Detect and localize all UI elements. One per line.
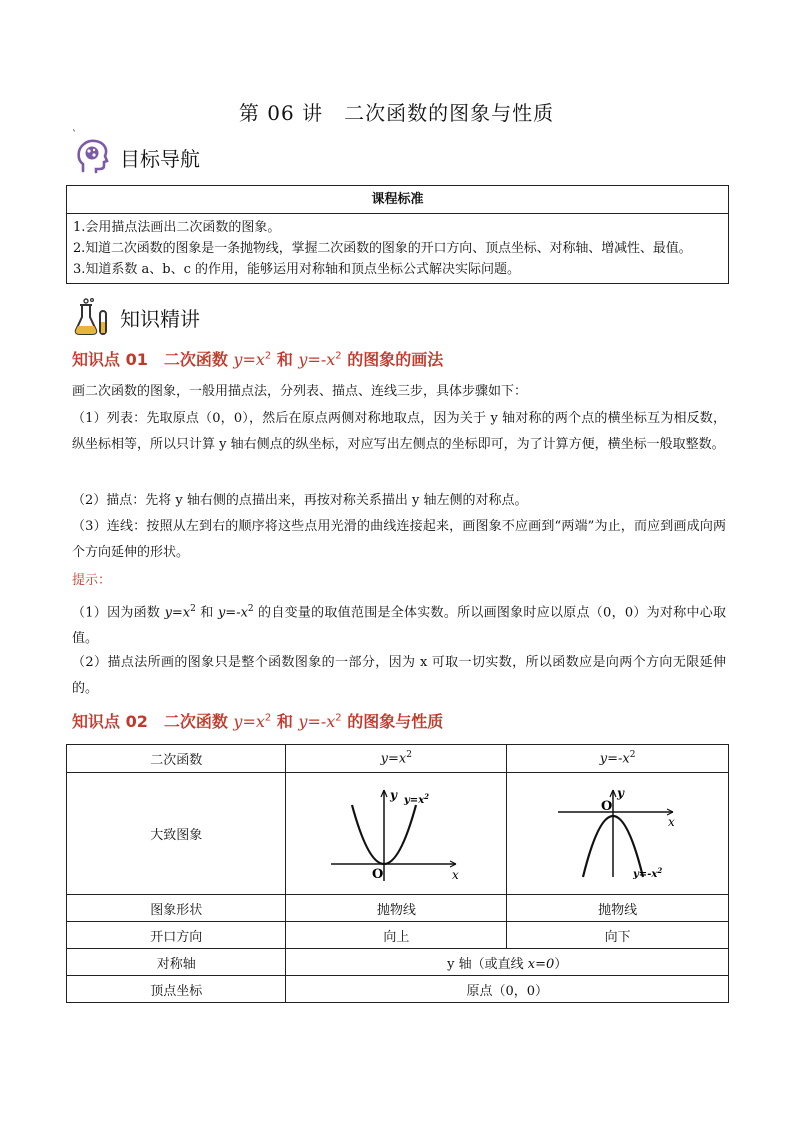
knowledge-point-2-heading: 知识点 02 二次函数 $y=x^2$ 和 $y=-x^2$ 的图象与性质 xyxy=(72,712,444,731)
table-cell: 抛物线 xyxy=(507,895,729,922)
nav-section-heading xyxy=(72,137,200,177)
table-row xyxy=(67,949,729,976)
y-axis-label: y xyxy=(390,788,398,802)
goals-header: 课程标准 xyxy=(67,186,729,214)
table-row xyxy=(67,922,729,949)
table-cell: 抛物线 xyxy=(286,895,507,922)
goal-item: 3.知道系数 a、b、c 的作用，能够运用对称轴和顶点坐标公式解决实际问题。 xyxy=(73,262,521,277)
knowledge-point-1-heading: 知识点 01 二次函数 $y=x^2$ 和 $y=-x^2$ 的图象的画法 xyxy=(72,350,444,369)
x-axis-label: x xyxy=(667,815,675,829)
table-row xyxy=(67,895,729,922)
graph-down-parabola xyxy=(548,785,688,885)
origin-label: O xyxy=(600,799,612,814)
kp1-step2: （2）描点：先将 y 轴右侧的点描出来，再按对称关系描出 y 轴左侧的对称点。 xyxy=(72,493,528,508)
kp1-tip1: （1）因为函数 $y=x^2$ 和 $y=-x^2$ 的自变量的取值范围是全体实数。所以画图象时应以原点（0，0）为对称中心取值。 xyxy=(72,604,727,647)
row-label: 顶点坐标 xyxy=(67,976,286,1003)
origin-label: O xyxy=(372,867,384,882)
stray-mark: ` xyxy=(72,130,77,141)
graph-up-parabola xyxy=(326,785,466,885)
kp1-intro: 画二次函数的图象，一般用描点法，分列表、描点、连线三步，具体步骤如下： xyxy=(72,384,528,399)
kp1-step1: （1）列表：先取原点（0，0），然后在原点两侧对称地取点，因为关于 y 轴对称的两个点的横坐标互为相反数，纵坐标相等，所以只计算 y 轴右侧点的纵坐标，对应写出左侧点的坐标即可，为了计算方便，横坐标一般取整数。 xyxy=(72,411,726,452)
table-cell: 向下 xyxy=(507,922,729,949)
function-label: $y=x^2$ xyxy=(404,792,430,806)
brain-head-icon xyxy=(72,137,112,177)
row-label: 开口方向 xyxy=(67,922,286,949)
row-label: 二次函数 xyxy=(67,745,286,773)
function-label: $y=-x^2$ xyxy=(632,866,662,880)
row-label: 图象形状 xyxy=(67,895,286,922)
table-row xyxy=(67,745,729,773)
table-cell: 原点（0，0） xyxy=(286,976,729,1003)
graph-cell xyxy=(286,773,507,895)
x-axis-label: x xyxy=(452,868,460,882)
kp1-step3: （3）连线：按照从左到右的顺序将这些点用光滑的曲线连接起来，画图象不应画到“两端”为止，而应到画成向两个方向延伸的形状。 xyxy=(72,519,726,560)
table-cell: 向上 xyxy=(286,922,507,949)
comparison-table xyxy=(66,744,729,1003)
graph-cell xyxy=(507,773,729,895)
row-label: 对称轴 xyxy=(67,949,286,976)
table-row xyxy=(67,773,729,895)
header-cell: $y=-x^2$ xyxy=(507,745,729,773)
flask-icon xyxy=(72,297,112,337)
goal-item: 1.会用描点法画出二次函数的图象。 xyxy=(73,220,281,235)
table-cell: y 轴（或直线 x=0） xyxy=(286,949,729,976)
goals-table xyxy=(66,185,729,284)
kp1-tip2: （2）描点法所画的图象只是整个函数图象的一部分，因为 x 可取一切实数，所以函数应是向两个方向无限延伸的。 xyxy=(72,655,726,696)
goals-items xyxy=(67,214,729,284)
row-label: 大致图象 xyxy=(67,773,286,895)
header-cell: $y=x^2$ xyxy=(286,745,507,773)
goal-item: 2.知道二次函数的图象是一条抛物线，掌握二次函数的图象的开口方向、顶点坐标、对称轴、增减性、最值。 xyxy=(73,241,692,256)
tip-label: 提示： xyxy=(72,573,112,588)
knowledge-label: 知识精讲 xyxy=(120,306,200,331)
nav-label: 目标导航 xyxy=(120,146,200,171)
knowledge-section-heading xyxy=(72,297,200,337)
page-title: 第 06 讲 二次函数的图象与性质 xyxy=(238,101,555,125)
y-axis-label: y xyxy=(616,786,624,800)
table-row xyxy=(67,976,729,1003)
